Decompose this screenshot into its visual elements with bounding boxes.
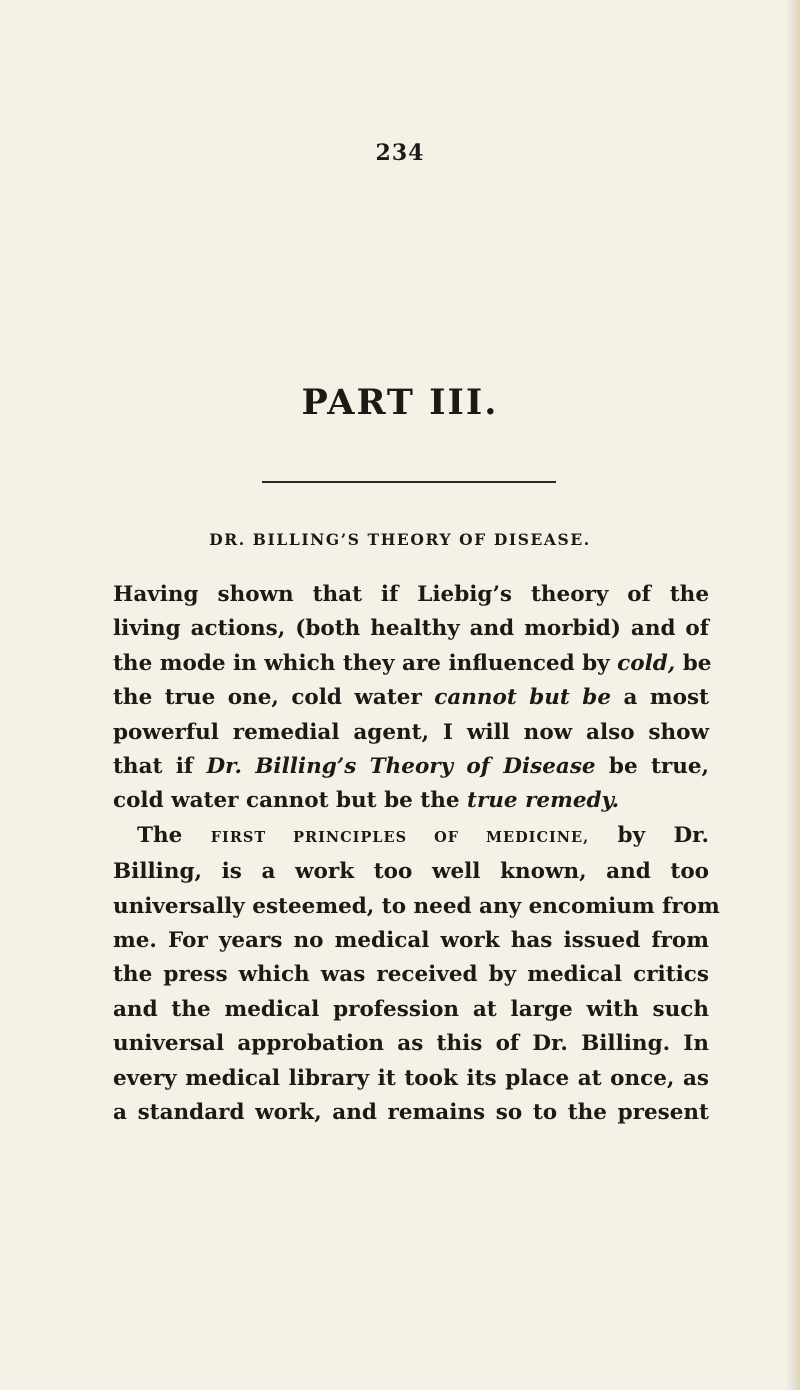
text-line — [113, 819, 709, 855]
text-run: be true, — [595, 754, 709, 780]
text-line — [113, 681, 709, 715]
italic-run: cannot but be — [434, 685, 612, 711]
italic-run: true remedy. — [467, 788, 620, 814]
text-run: by Dr. — [589, 822, 710, 848]
body-text — [113, 578, 720, 1131]
text-line: a standard work, and remains so to the present — [113, 1100, 709, 1126]
text-run: the mode in which they are influenced by — [113, 650, 618, 676]
text-line — [113, 647, 712, 681]
text-line: Having shown that if Liebig’s theory of the — [113, 582, 709, 607]
small-caps-run: FIRST PRINCIPLES OF MEDICINE, — [210, 828, 590, 846]
text-line: powerful remedial agent, I will now also show — [113, 719, 709, 745]
text-run: a most — [611, 685, 709, 711]
text-line: living actions, (both healthy and morbid) and of — [113, 616, 709, 642]
text-line: and the medical profession at large with such — [113, 996, 709, 1022]
text-run: that if — [113, 754, 207, 780]
text-line: me. For years no medical work has issued from — [113, 928, 709, 954]
text-line: Billing, is a work too well known, and too — [113, 859, 709, 885]
text-line: universally esteemed, to need any encomium from — [113, 893, 720, 919]
page-edge — [786, 0, 800, 1390]
text-run: the true one, cold water — [113, 685, 435, 711]
text-line — [113, 784, 709, 818]
page-number: 234 — [375, 140, 425, 166]
text-run: The — [137, 822, 211, 848]
italic-run: cold, — [617, 650, 676, 676]
italic-run: Dr. Billing’s Theory of Disease — [206, 754, 596, 780]
part-title: PART III. — [301, 382, 499, 423]
text-run: cold water cannot but be the — [113, 788, 468, 814]
text-line — [113, 750, 709, 784]
text-line: universal approbation as this of Dr. Billing. In — [113, 1031, 709, 1057]
horizontal-rule — [262, 481, 556, 483]
text-run: be — [675, 650, 712, 676]
section-heading: DR. BILLING’S THEORY OF DISEASE. — [209, 530, 591, 549]
text-line: every medical library it took its place at once, as — [113, 1065, 709, 1091]
text-line: the press which was received by medical critics — [113, 962, 709, 988]
